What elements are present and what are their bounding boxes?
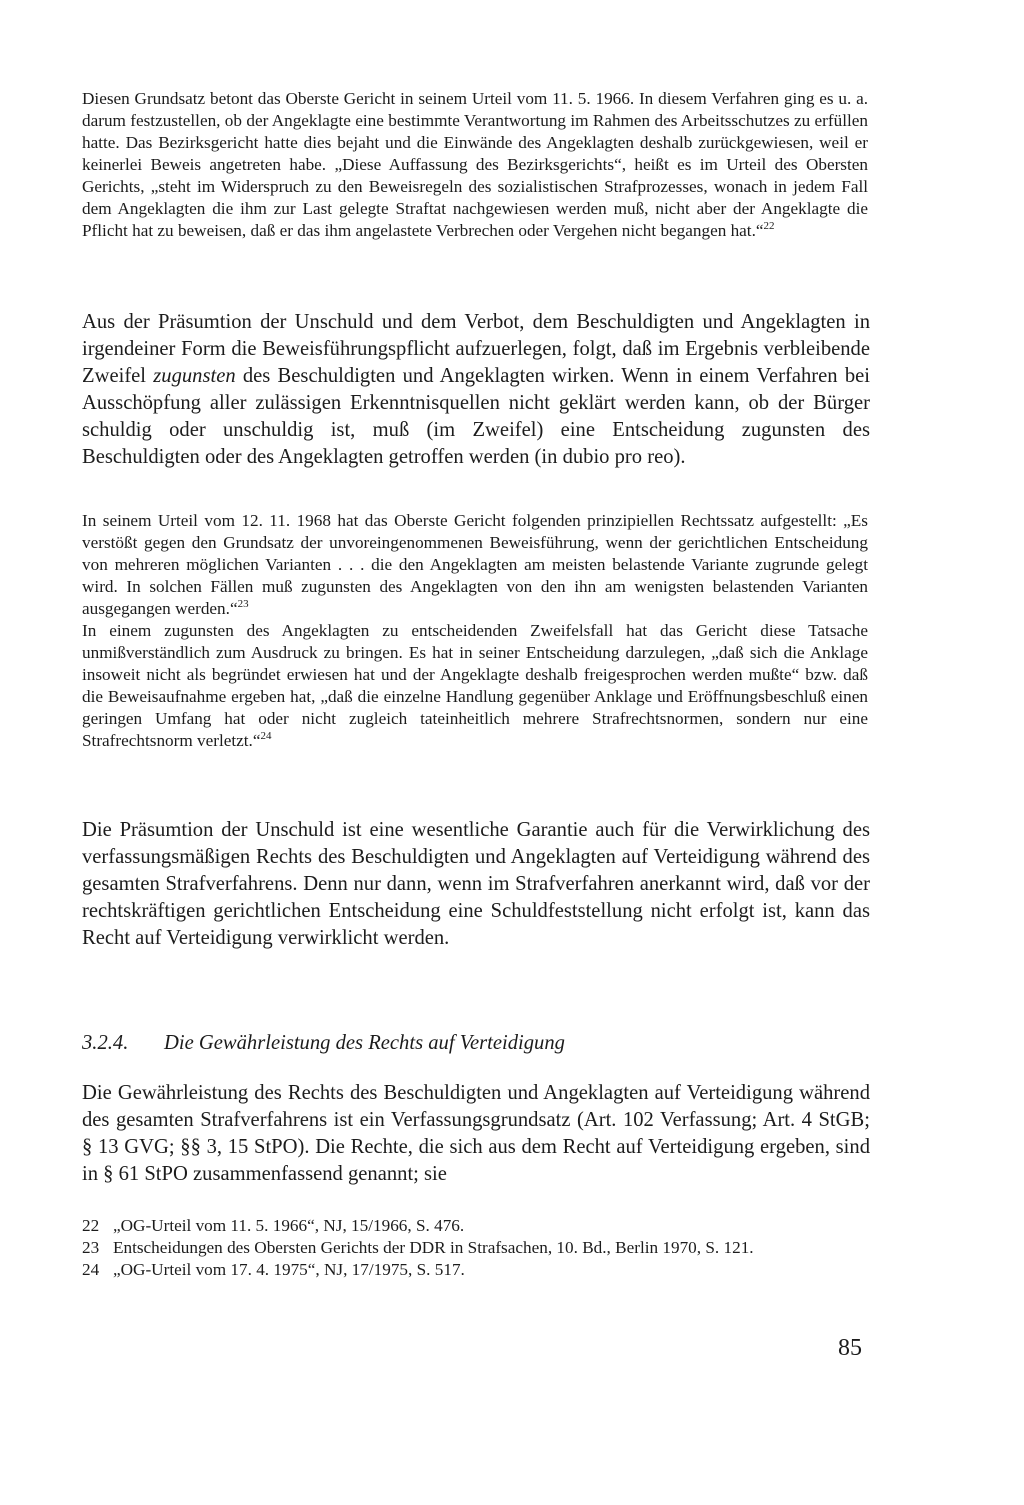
quote-text: In seinem Urteil vom 12. 11. 1968 hat das Oberste Gericht folgenden prinzipiellen Rechtssatz aufgestellt: „Es verstößt gegen den Grundsatz der unvoreingenommenen Beweisführung, wenn der gerichtlichen Entscheidung von mehreren möglichen Varianten . . . die den Angeklagten am meisten belastende Variante zugrunde gelegt wird. In solchen Fällen muß zugunsten des Angeklagten von den ihn am wenigsten belastenden Varianten ausgegangen werden.“ <box>82 511 868 618</box>
section-title: Die Gewährleistung des Rechts auf Verteidigung <box>164 1032 565 1054</box>
quote-text: In einem zugunsten des Angeklagten zu entscheidenden Zweifelsfall hat das Gericht diese Tatsache unmißverständlich zum Ausdruck zu bringen. Es hat in seiner Entscheidung darzulegen, „daß sich die Anklage insoweit nicht als begründet erwiesen hat und der Angeklagte deshalb freigesprochen werden mußte“ bzw. daß die Beweisaufnahme ergeben hat, „daß die einzelne Handlung gegenüber Anklage und Eröffnungsbeschluß einen geringen Umfang hat oder nicht zugleich tateinheitlich mehrere Strafrechtsnormen, sondern nur eine Strafrechtsnorm verletzt.“ <box>82 621 868 750</box>
footnote-text: „OG-Urteil vom 17. 4. 1975“, NJ, 17/1975, S. 517. <box>113 1260 465 1279</box>
footnote <box>82 1259 872 1281</box>
footnote-ref: 23 <box>237 598 249 610</box>
footnote-text: „OG-Urteil vom 11. 5. 1966“, NJ, 15/1966, S. 476. <box>113 1216 465 1235</box>
quote-paragraph <box>82 510 868 620</box>
quote-block-2 <box>82 510 868 752</box>
page-number: 85 <box>838 1335 862 1361</box>
footnote-text: Entscheidungen des Obersten Gerichts der DDR in Strafsachen, 10. Bd., Berlin 1970, S. 121. <box>113 1238 754 1257</box>
emphasis: zugunsten <box>153 365 236 387</box>
section-heading <box>82 1029 870 1057</box>
body-text-part: des Beschuldigten und Angeklagten wirken. Wenn in einem Verfahren bei Ausschöpfung aller zulässigen Erkenntnisquellen nicht geklärt werden kann, ob der Bürger schuldig oder unschuldig ist, muß (im Zweifel) eine Entscheidung zugunsten des Beschuldigten oder des Angeklagten getroffen werden (in dubio pro reo). <box>82 365 870 468</box>
footnote-number: 24 <box>82 1260 100 1279</box>
footnote <box>82 1237 872 1259</box>
section-number: 3.2.4. <box>82 1032 129 1054</box>
body-text <box>82 309 870 471</box>
body-paragraph-1 <box>82 309 870 471</box>
quote-block-1 <box>82 88 868 242</box>
footnote-number: 22 <box>82 1216 100 1235</box>
body-paragraph-2 <box>82 817 870 952</box>
body-text: Die Präsumtion der Unschuld ist eine wesentliche Garantie auch für die Verwirklichung des verfassungsmäßigen Rechts des Beschuldigten und Angeklagten auf Verteidigung während des gesamten Strafverfahrens. Denn nur dann, wenn im Strafverfahren anerkannt wird, daß vor der rechtskräftigen gerichtlichen Entscheidung eine Schuldfeststellung nicht erfolgt ist, kann das Recht auf Verteidigung verwirklicht werden. <box>82 819 870 949</box>
body-text-part: Aus der Präsumtion der Unschuld und dem Verbot, dem Beschuldigten und Angeklagten in irgendeiner Form die Beweisführungspflicht aufzuerlegen, folgt, daß im Ergebnis verbleibende Zweifel <box>82 311 870 387</box>
footnote-ref: 22 <box>763 220 775 232</box>
footnote-number: 23 <box>82 1238 100 1257</box>
footnote <box>82 1215 872 1237</box>
footnotes <box>82 1215 872 1281</box>
quote-paragraph <box>82 88 868 242</box>
body-text: Die Gewährleistung des Rechts des Beschuldigten und Angeklagten auf Verteidigung während des gesamten Strafverfahrens ist ein Verfassungsgrundsatz (Art. 102 Verfassung; Art. 4 StGB; § 13 GVG; §§ 3, 15 StPO). Die Rechte, die sich aus dem Recht auf Verteidigung ergeben, sind in § 61 StPO zusammenfassend genannt; sie <box>82 1082 870 1185</box>
quote-text: Diesen Grundsatz betont das Oberste Gericht in seinem Urteil vom 11. 5. 1966. In diesem Verfahren ging es u. a. darum festzustellen, ob der Angeklagte eine bestimmte Verantwortung im Rahmen des Arbeitsschutzes zu erfüllen hatte. Das Bezirksgericht hatte dies bejaht und die Einwände des Angeklagten deshalb zurückgewiesen, weil er keinerlei Beweis angetreten habe. „Diese Auffassung des Bezirksgerichts“, heißt es im Urteil des Obersten Gerichts, „steht im Widerspruch zu den Beweisregeln des sozialistischen Strafprozesses, wonach in jedem Fall dem Angeklagten die ihm zur Last gelegte Straftat nachgewiesen werden muß, nicht aber der Angeklagte die Pflicht hat zu beweisen, daß er das ihm angelastete Verbrechen oder Vergehen nicht begangen hat.“ <box>82 89 868 240</box>
footnote-ref: 24 <box>260 730 272 742</box>
body-paragraph-3 <box>82 1080 870 1188</box>
quote-paragraph <box>82 620 868 752</box>
